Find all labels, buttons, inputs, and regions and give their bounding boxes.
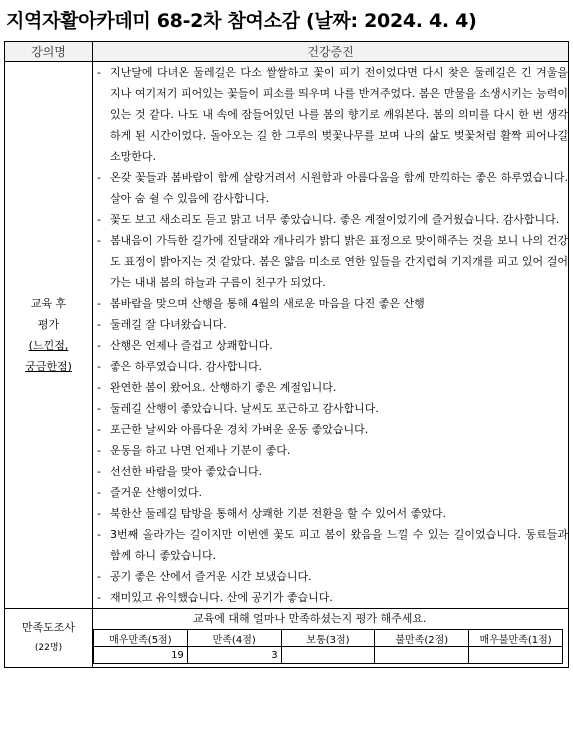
bullet-dash: - [97, 213, 101, 226]
comment-list [93, 62, 568, 608]
survey-col-header: 불만족(2점) [375, 630, 469, 647]
survey-value-row [94, 647, 563, 664]
bullet-dash: - [97, 339, 101, 352]
survey-cell [93, 609, 569, 668]
comment-text: 둘레길 잘 다녀왔습니다. [110, 318, 227, 331]
survey-col-header: 보통(3점) [281, 630, 375, 647]
header-row [5, 42, 569, 62]
comment-item [93, 440, 568, 461]
comment-item [93, 482, 568, 503]
bullet-dash: - [97, 486, 101, 499]
header-course-label: 강의명 [5, 42, 93, 62]
comment-item [93, 377, 568, 398]
survey-value [469, 647, 563, 664]
bullet-dash: - [97, 234, 101, 247]
comments-row [5, 62, 569, 609]
survey-header-row [94, 630, 563, 647]
bullet-dash: - [97, 318, 101, 331]
bullet-dash: - [97, 297, 101, 310]
comment-text: 완연한 봄이 왔어요. 산행하기 좋은 계절입니다. [110, 381, 337, 394]
comment-text: 꽃도 보고 새소리도 듣고 맑고 너무 좋았습니다. 좋은 계절이었기에 즐거웠습니다. 감사합니다. [110, 213, 560, 226]
comment-item [93, 209, 568, 230]
bullet-dash: - [97, 171, 101, 184]
comment-text: 좋은 하루였습니다. 감사합니다. [110, 360, 263, 373]
survey-label: 만족도조사 [21, 621, 76, 634]
evaluation-label-line1: 교육 후 [30, 297, 67, 310]
comment-text: 지난달에 다녀온 둘레길은 다소 쌀쌀하고 꽃이 피기 전이었다면 다시 찾은 둘레길은 긴 겨울을 지나 여기저기 피어있는 꽃들이 피소를 띄우며 나를 반겨주었다. 봄은 만물을 소생시키는 능력이 있는 것 같다. 나도 내 속에 잠들어있던 나를 봄의 향기로 깨워본다. 봄의 의미를 다시 한 번 생각하게 된 시간이었다. 돌아오는 길 한 그루의 벚꽃나무를 보며 나의 삶도 벚꽃처럼 활짝 피어나길 소망한다. [110, 66, 568, 163]
comment-item [93, 461, 568, 482]
comment-item [93, 419, 568, 440]
comment-item [93, 293, 568, 314]
comment-item [93, 167, 568, 209]
comment-text: 봄바람을 맞으며 산행을 통해 4월의 새로운 마음을 다진 좋은 산행 [110, 297, 425, 310]
survey-table [93, 629, 563, 664]
comment-text: 산행은 언제나 즐겁고 상쾌합니다. [110, 339, 273, 352]
comment-text: 운동을 하고 나면 언제나 기분이 좋다. [110, 444, 291, 457]
comment-text: 즐거운 산행이었다. [110, 486, 203, 499]
survey-value [375, 647, 469, 664]
bullet-dash: - [97, 423, 101, 436]
comment-item [93, 335, 568, 356]
comment-text: 포근한 날씨와 아름다운 경치 가벼운 운동 좋았습니다. [110, 423, 369, 436]
evaluation-label [5, 62, 93, 609]
comments-cell [93, 62, 569, 609]
comment-text: 봄내음이 가득한 길가에 진달래와 개나리가 밝디 밝은 표정으로 맞이해주는 것을 보니 나의 건강도 표정이 밝아지는 것 같았다. 봄은 얇음 미소로 연한 잎들을 간지럽혀 기지개를 피고 있어 걸어가는 내내 봄의 하늘과 구름이 친구가 되었다. [110, 234, 568, 289]
survey-question: 교육에 대해 얼마나 만족하셨는지 평가 해주세요. [193, 612, 427, 625]
comment-item [93, 566, 568, 587]
bullet-dash: - [97, 360, 101, 373]
survey-col-header: 매우불만족(1점) [469, 630, 563, 647]
document-title: 지역자활아카데미 68-2차 참여소감 (날짜: 2024. 4. 4) [6, 10, 477, 32]
evaluation-label-line2: 평가 [37, 318, 60, 331]
survey-row [5, 609, 569, 668]
comment-text: 둘레길 산행이 좋았습니다. 날씨도 포근하고 감사합니다. [110, 402, 379, 415]
comment-text: 공기 좋은 산에서 즐거운 시간 보냈습니다. [110, 570, 312, 583]
comment-item [93, 314, 568, 335]
comment-item [93, 230, 568, 293]
survey-label-cell [5, 609, 93, 668]
survey-value [281, 647, 375, 664]
comment-text: 선선한 바람을 맞아 좋았습니다. [110, 465, 263, 478]
bullet-dash: - [97, 66, 101, 79]
comment-text: 3번째 올라가는 길이지만 이번엔 꽃도 피고 봄이 왔음을 느낄 수 있는 길이었습니다. 동료들과 함께 하니 좋았습니다. [110, 528, 568, 562]
survey-col-header: 만족(4점) [187, 630, 281, 647]
comment-text: 재미있고 유익했습니다. 산에 공기가 좋습니다. [110, 591, 333, 604]
feedback-table [4, 41, 569, 668]
bullet-dash: - [97, 570, 101, 583]
bullet-dash: - [97, 528, 101, 541]
bullet-dash: - [97, 402, 101, 415]
bullet-dash: - [97, 591, 101, 604]
header-course-name: 건강증진 [93, 42, 569, 62]
survey-value: 3 [187, 647, 281, 664]
survey-count: (22명) [34, 643, 63, 653]
survey-col-header: 매우만족(5점) [94, 630, 188, 647]
evaluation-label-line4: 궁금한점) [25, 360, 72, 373]
bullet-dash: - [97, 381, 101, 394]
evaluation-label-line3: (느낀점, [28, 339, 69, 352]
comment-item [93, 398, 568, 419]
comment-item [93, 587, 568, 608]
survey-value: 19 [94, 647, 188, 664]
bullet-dash: - [97, 507, 101, 520]
comment-item [93, 356, 568, 377]
comment-item [93, 524, 568, 566]
comment-item [93, 503, 568, 524]
comment-text: 북한산 둘레길 탐방을 통해서 상쾌한 기분 전환을 할 수 있어서 좋았다. [110, 507, 446, 520]
comment-text: 온갖 꽃들과 봄바람이 함께 살랑거려서 시원함과 아름다움을 함께 만끽하는 좋은 하루였습니다. 살아 숨 쉴 수 있음에 감사합니다. [110, 171, 568, 205]
comment-item [93, 62, 568, 167]
bullet-dash: - [97, 465, 101, 478]
bullet-dash: - [97, 444, 101, 457]
